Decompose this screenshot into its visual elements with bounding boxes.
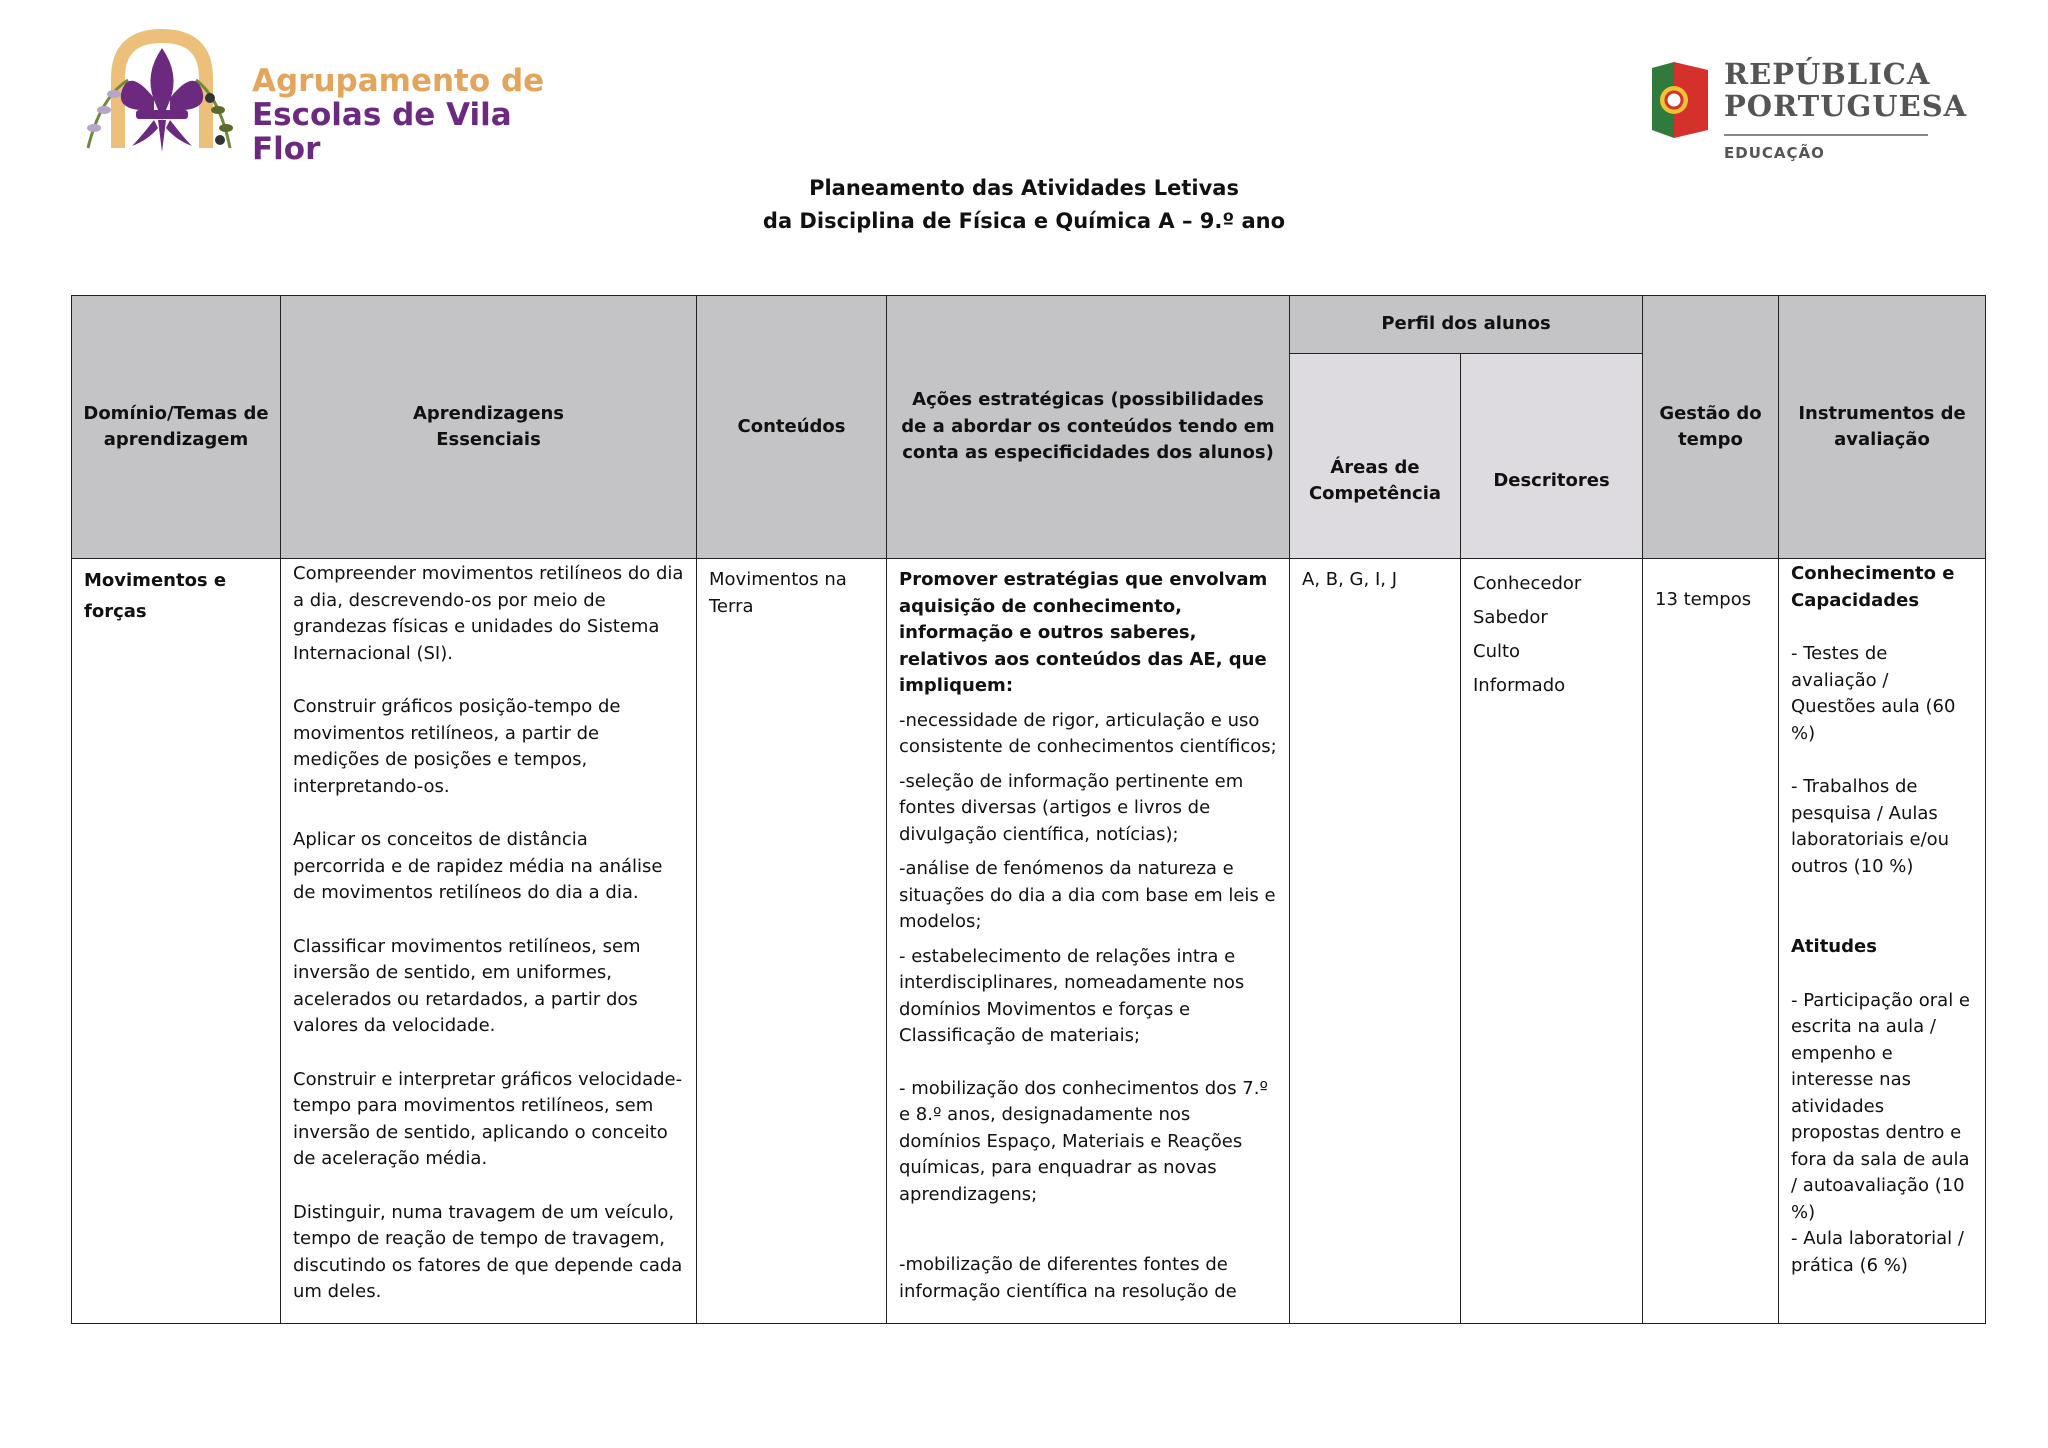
page-title	[0, 172, 2048, 238]
aprendizagem-item: Construir e interpretar gráficos velocidade-tempo para movimentos retilíneos, sem inversão de sentido, aplicando o conceito de aceleração média.	[293, 1068, 683, 1169]
header-aprendizagens: Aprendizagens Essenciais	[281, 296, 697, 559]
descritor-item: Informado	[1473, 675, 1566, 696]
cell-acoes	[887, 559, 1290, 1324]
areas-text: A, B, G, I, J	[1302, 569, 1398, 590]
page-title-line2: da Disciplina de Física e Química A – 9.º ano	[762, 209, 1286, 233]
cell-conteudos	[697, 559, 887, 1324]
instrumento-item: - Testes de avaliação / Questões aula (60 %)	[1791, 643, 1956, 744]
school-logo	[70, 28, 590, 168]
descritor-item: Culto	[1473, 641, 1521, 662]
aprendizagem-item: Distinguir, numa travagem de um veículo, tempo de reação de tempo de travagem, discutindo os fatores de que depende cada um deles.	[293, 1201, 683, 1302]
planning-table	[71, 295, 1986, 1324]
descritor-item: Sabedor	[1473, 607, 1548, 628]
table-row	[72, 559, 1986, 1324]
page-title-line1: Planeamento das Atividades Letivas	[809, 176, 1239, 200]
header-areas: Áreas de Competência	[1290, 354, 1461, 559]
header-gestao: Gestão do tempo	[1643, 296, 1779, 559]
republica-portuguesa-logo	[1648, 58, 1988, 178]
gov-name-line1: REPÚBLICA	[1724, 57, 1931, 91]
portuguese-flag-icon	[1648, 60, 1712, 140]
aprendizagem-item: Aplicar os conceitos de distância percorrida e de rapidez média na análise de movimentos retilíneos do dia a dia.	[293, 829, 663, 903]
gov-ministry-label: EDUCAÇÃO	[1724, 144, 1825, 162]
cell-gestao	[1643, 559, 1779, 1324]
conhecimento-title: Conhecimento e Capacidades	[1791, 563, 1955, 611]
header-instrumentos: Instrumentos de avaliação	[1779, 296, 1986, 559]
header-conteudos: Conteúdos	[697, 296, 887, 559]
gestao-text: 13 tempos	[1655, 589, 1752, 610]
acao-item: -mobilização de diferentes fontes de informação científica na resolução de	[899, 1254, 1237, 1302]
cell-dominio	[72, 559, 281, 1324]
header-perfil: Perfil dos alunos	[1290, 296, 1643, 354]
descritor-item: Conhecedor	[1473, 573, 1582, 594]
acao-item: -necessidade de rigor, articulação e uso consistente de conhecimentos científicos;	[899, 709, 1277, 757]
acao-item: - mobilização dos conhecimentos dos 7.º e 8.º anos, designadamente nos domínios Espaço, Materiais e Reações químicas, para enquadrar as novas aprendizagens;	[899, 1077, 1268, 1205]
cell-descritores	[1461, 559, 1643, 1324]
acoes-intro: Promover estratégias que envolvam aquisição de conhecimento, informação e outros saberes, relativos aos conteúdos das AE, que impliquem:	[899, 569, 1268, 696]
atitudes-title: Atitudes	[1791, 936, 1877, 957]
instrumento-item: - Aula laboratorial / prática (6 %)	[1791, 1228, 1964, 1276]
aprendizagem-item: Construir gráficos posição-tempo de movimentos retilíneos, a partir de medições de posições e tempos, interpretando-os.	[293, 696, 621, 797]
cell-instrumentos	[1779, 559, 1986, 1324]
school-name	[252, 64, 590, 166]
acao-item: -análise de fenómenos da natureza e situações do dia a dia com base em leis e modelos;	[899, 858, 1276, 932]
header-acoes: Ações estratégicas (possibilidades de a abordar os conteúdos tendo em conta as especificidades dos alunos)	[887, 296, 1290, 559]
header-dominio: Domínio/Temas de aprendizagem	[72, 296, 281, 559]
cell-aprendizagens	[281, 559, 697, 1324]
cell-areas	[1290, 559, 1461, 1324]
republica-portuguesa-text	[1724, 57, 1968, 162]
fleur-de-lis-emblem-icon	[70, 28, 250, 168]
instrumento-item: - Participação oral e escrita na aula / empenho e interesse nas atividades propostas dentro e fora da sala de aula / autoavaliação (10 %)	[1791, 989, 1971, 1223]
logo-divider	[1724, 134, 1928, 136]
school-name-line1: Agrupamento de	[252, 63, 545, 99]
instrumento-item: - Trabalhos de pesquisa / Aulas laboratoriais e/ou outros (10 %)	[1791, 776, 1950, 877]
dominio-text: Movimentos e forças	[84, 570, 227, 622]
aprendizagem-item: Compreender movimentos retilíneos do dia a dia, descrevendo-os por meio de grandezas físicas e unidades do Sistema Internacional (SI).	[293, 563, 684, 664]
school-name-line2: Escolas de Vila Flor	[252, 97, 512, 167]
gov-name-line2: PORTUGUESA	[1724, 89, 1968, 123]
aprendizagem-item: Classificar movimentos retilíneos, sem inversão de sentido, em uniformes, acelerados ou retardados, a partir dos valores da velocidade.	[293, 935, 641, 1036]
conteudos-text: Movimentos na Terra	[709, 569, 847, 617]
acao-item: -seleção de informação pertinente em fontes diversas (artigos e livros de divulgação científica, notícias);	[899, 770, 1244, 845]
header-descritores: Descritores	[1461, 354, 1643, 559]
acao-item: - estabelecimento de relações intra e interdisciplinares, nomeadamente nos domínios Movimentos e forças e Classificação de materiais;	[899, 945, 1245, 1046]
